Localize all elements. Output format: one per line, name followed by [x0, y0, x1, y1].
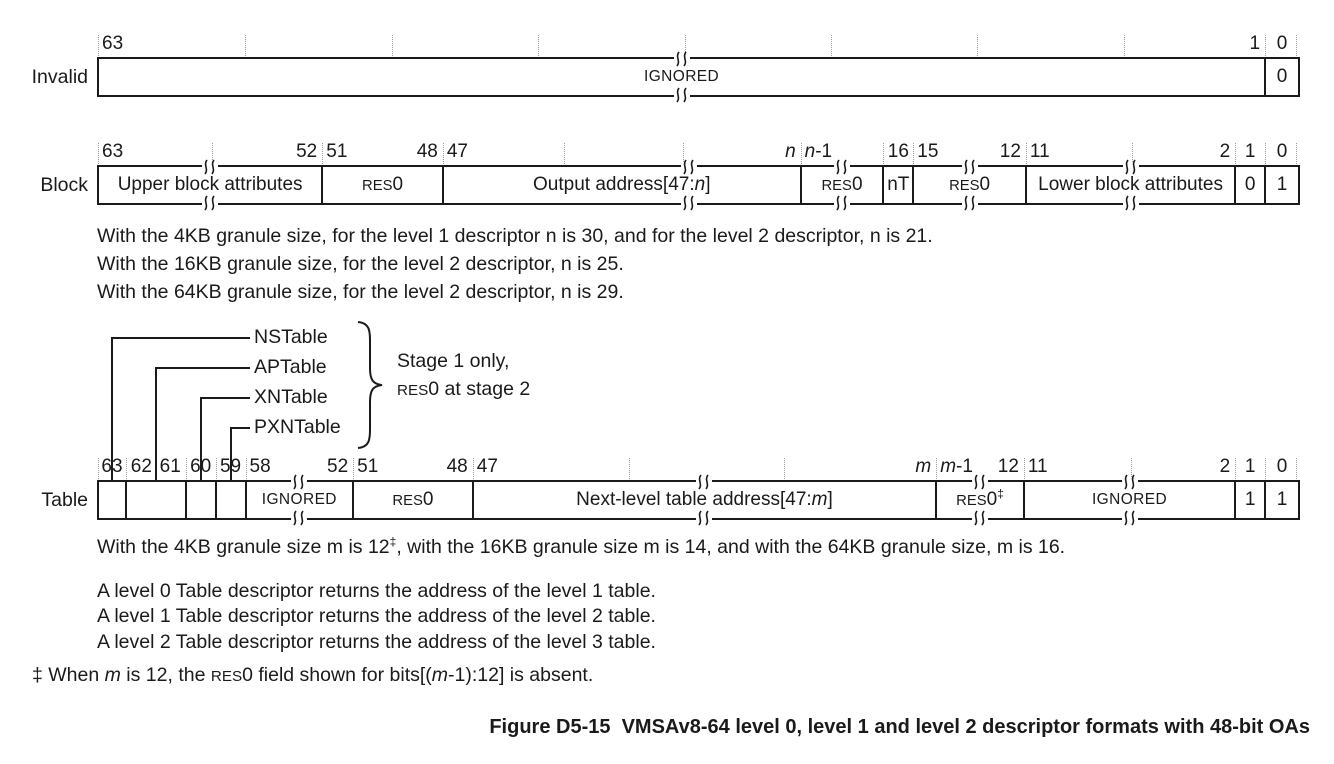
break-mark-icon: [696, 474, 712, 490]
field-text: IGNORED: [643, 68, 720, 85]
tick-mark: [936, 458, 937, 479]
bit-63-label: 63: [101, 456, 123, 477]
field-text: 1: [1276, 489, 1288, 510]
bit-16-label: 16: [887, 141, 909, 162]
bit-m-1-label: m-1: [940, 456, 973, 477]
break-mark-icon: [834, 195, 850, 211]
tick-mark: [216, 458, 217, 479]
callout-label-aptable: APTable: [254, 356, 327, 378]
field-text: nT: [887, 174, 910, 195]
tick-mark: [1235, 143, 1236, 164]
table-note-level2: A level 2 Table descriptor returns the address of the level 3 table.: [97, 630, 656, 653]
field-ignored: [247, 456, 355, 518]
bit-12-label: 12: [999, 141, 1021, 162]
bit-58-label: 58: [249, 456, 271, 477]
field-text: 1: [1244, 489, 1256, 510]
break-mark-icon: [1123, 195, 1139, 211]
table-notes-levels: [97, 579, 656, 655]
bit-0-label: 0: [1276, 456, 1288, 477]
field-bit: [99, 456, 127, 518]
stage-note-line2: RES0 at stage 2: [397, 378, 531, 400]
break-mark-icon: [972, 474, 988, 490]
field-text: IGNORED: [261, 491, 337, 508]
tick-mark: [353, 458, 354, 479]
bit-47-label: 47: [476, 456, 498, 477]
callout-label-nstable: NSTable: [254, 326, 328, 348]
bit-63-label: 63: [102, 141, 124, 162]
block-notes: [97, 222, 933, 306]
tick-mark: [1296, 143, 1297, 164]
table-note-level0: A level 0 Table descriptor returns the address of the level 1 table.: [97, 580, 656, 602]
tick-mark: [186, 458, 187, 479]
table-note-granule: [97, 536, 1065, 559]
bit-62-label: 62: [130, 456, 152, 477]
stage-note: [397, 347, 530, 405]
invalid-descriptor-row: [0, 33, 1334, 97]
bit-2-label: 2: [1219, 456, 1231, 477]
field-res0: [914, 141, 1027, 203]
block-row-label: Block: [40, 174, 88, 196]
bit-48-label: 48: [446, 456, 468, 477]
tick-mark: [831, 35, 832, 56]
field-res0: [937, 456, 1025, 518]
block-note-64kb: With the 64KB granule size, for the level 2 descriptor, n is 29.: [97, 281, 624, 303]
tick-mark: [1235, 458, 1236, 479]
field-res0: [323, 141, 444, 203]
callout-label-xntable: XNTable: [254, 386, 328, 408]
bit-n-label: n: [785, 141, 796, 162]
tick-mark: [392, 35, 393, 56]
bit-63-label: 63: [102, 33, 124, 54]
field-text: RES0: [949, 174, 991, 195]
bit-n-1-label: n-1: [804, 141, 833, 162]
bit-60-label: 60: [190, 456, 212, 477]
field-ignored: [1025, 456, 1236, 518]
bit-15-label: 15: [917, 141, 939, 162]
break-mark-icon: [202, 195, 218, 211]
table-row-label: Table: [41, 489, 88, 511]
break-mark-icon: [291, 474, 307, 490]
bit-0-label: 0: [1276, 33, 1288, 54]
tick-mark: [1265, 143, 1266, 164]
bit-52-label: 52: [296, 141, 318, 162]
field-text: IGNORED: [1091, 491, 1168, 508]
bit-1-label: 1: [1249, 33, 1261, 54]
tick-mark: [1026, 143, 1027, 164]
break-mark-icon: [972, 510, 988, 526]
field-bit: [187, 456, 217, 518]
tick-mark: [1265, 458, 1266, 479]
tick-mark: [913, 143, 914, 164]
field-0: [1236, 141, 1266, 203]
break-mark-icon: [696, 510, 712, 526]
break-mark-icon: [681, 159, 697, 175]
table-format-box: [97, 456, 1300, 520]
field-bit: [217, 456, 247, 518]
tick-mark: [98, 458, 99, 479]
break-mark-icon: [962, 159, 978, 175]
break-mark-icon: [1122, 510, 1138, 526]
field-0: [1266, 33, 1298, 95]
field-bit: [127, 456, 187, 518]
tick-mark: [538, 35, 539, 56]
break-mark-icon: [291, 510, 307, 526]
tick-mark: [1296, 35, 1297, 56]
field-text: RES0: [392, 489, 434, 510]
bit-m-label: m: [915, 456, 932, 477]
tick-mark: [883, 143, 884, 164]
field-1: [1236, 456, 1266, 518]
block-descriptor-row: [0, 141, 1334, 205]
field-1: [1266, 141, 1298, 203]
tick-mark: [1124, 35, 1125, 56]
tick-mark: [246, 458, 247, 479]
bit-59-label: 59: [219, 456, 242, 477]
brace-icon: [358, 322, 382, 448]
tick-mark: [564, 143, 565, 164]
callout-label-pxntable: PXNTable: [254, 416, 341, 438]
table-note-m-values: With the 4KB granule size m is 12‡, with the 16KB granule size m is 14, and with the 64KB granule size, m is 16.: [97, 534, 1066, 558]
field-text: RES0‡: [956, 486, 1004, 510]
tick-mark: [977, 35, 978, 56]
tick-mark: [98, 35, 99, 56]
field-text: 0: [1276, 66, 1288, 87]
break-mark-icon: [962, 195, 978, 211]
tick-mark: [629, 458, 630, 479]
bit-52-label: 52: [327, 456, 349, 477]
block-note-16kb: With the 16KB granule size, for the level 2 descriptor, n is 25.: [97, 253, 624, 275]
bit-1-label: 1: [1244, 456, 1256, 477]
field-text: RES0: [821, 174, 863, 195]
tick-mark: [1265, 35, 1266, 56]
tick-mark: [784, 458, 785, 479]
invalid-format-box: [97, 33, 1300, 97]
tick-mark: [245, 35, 246, 56]
break-mark-icon: [1123, 159, 1139, 175]
bit-51-label: 51: [357, 456, 379, 477]
tick-mark: [98, 143, 99, 164]
tick-mark: [473, 458, 474, 479]
break-mark-icon: [681, 195, 697, 211]
bit-1-label: 1: [1244, 141, 1256, 162]
bit-51-label: 51: [326, 141, 348, 162]
break-mark-icon: [202, 159, 218, 175]
table-descriptor-row: [0, 456, 1334, 520]
tick-mark: [801, 143, 802, 164]
tick-mark: [322, 143, 323, 164]
field-text: Lower block attributes: [1038, 174, 1223, 195]
bit-12-label: 12: [997, 456, 1019, 477]
tick-mark: [1024, 458, 1025, 479]
tick-mark: [126, 458, 127, 479]
field-lower-block-attributes: [1027, 141, 1236, 203]
field-text: Next-level table address[47:m]: [576, 489, 833, 510]
field-text: Upper block attributes: [117, 174, 303, 195]
field-next-level-table-address-47-m: [474, 456, 937, 518]
field-output-address-47-n: [444, 141, 802, 203]
break-mark-icon: [674, 87, 690, 103]
field-nt: [884, 141, 914, 203]
block-note-4kb: With the 4KB granule size, for the level 1 descriptor n is 30, and for the level 2 descriptor, n is 21.: [97, 225, 933, 247]
field-text: Output address[47:n]: [533, 174, 711, 195]
break-mark-icon: [674, 51, 690, 67]
bit-61-label: 61: [159, 456, 181, 477]
bit-47-label: 47: [446, 141, 468, 162]
bit-2-label: 2: [1219, 141, 1231, 162]
field-text: 1: [1276, 174, 1288, 195]
field-text: RES0: [362, 174, 404, 195]
invalid-row-label: Invalid: [31, 66, 88, 88]
field-ignored: [99, 33, 1266, 95]
bit-11-label: 11: [1027, 456, 1048, 477]
footnote: ‡ When m is 12, the RES0 field shown for bits[(m-1):12] is absent.: [32, 664, 594, 686]
break-mark-icon: [834, 159, 850, 175]
stage-note-line1: Stage 1 only,: [397, 350, 510, 372]
field-text: 0: [1244, 174, 1256, 195]
bit-11-label: 11: [1029, 141, 1050, 162]
field-res0: [354, 456, 474, 518]
figure-caption: Figure D5-15 VMSAv8-64 level 0, level 1 and level 2 descriptor formats with 48-bit OAs: [489, 716, 1310, 738]
table-note-level1: A level 1 Table descriptor returns the address of the level 2 table.: [97, 605, 656, 628]
field-res0: [802, 141, 885, 203]
block-format-box: [97, 141, 1300, 205]
break-mark-icon: [1122, 474, 1138, 490]
field-1: [1266, 456, 1298, 518]
tick-mark: [443, 143, 444, 164]
tick-mark: [1296, 458, 1297, 479]
field-upper-block-attributes: [99, 141, 323, 203]
bit-0-label: 0: [1276, 141, 1288, 162]
bit-48-label: 48: [416, 141, 438, 162]
